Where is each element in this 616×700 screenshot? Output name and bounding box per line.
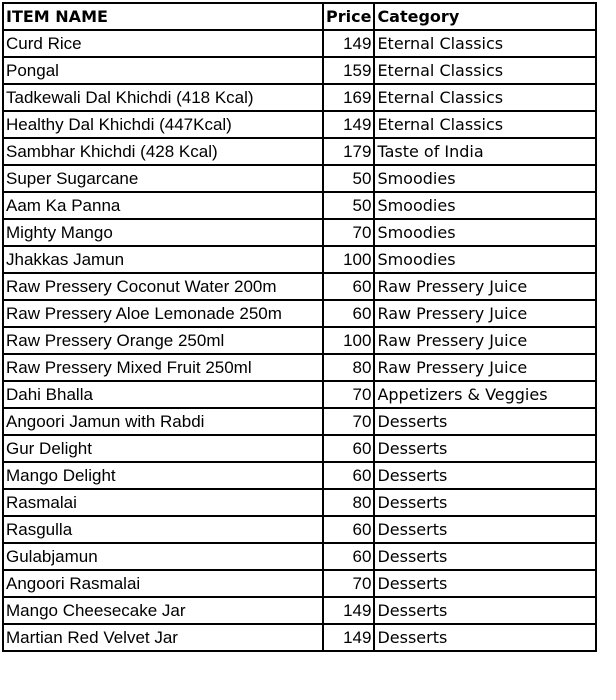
category-cell[interactable]: Smoodies (374, 219, 596, 246)
item-name-cell[interactable]: Tadkewali Dal Khichdi (418 Kcal) (3, 84, 323, 111)
category-cell[interactable]: Desserts (374, 408, 596, 435)
category-cell[interactable]: Appetizers & Veggies (374, 381, 596, 408)
item-name-cell[interactable]: Sambhar Khichdi (428 Kcal) (3, 138, 323, 165)
menu-table (2, 2, 597, 652)
table-row (3, 570, 596, 597)
table-row (3, 489, 596, 516)
item-name-cell[interactable]: Raw Pressery Aloe Lemonade 250m (3, 300, 323, 327)
price-cell[interactable]: 179 (323, 138, 374, 165)
item-name-cell[interactable]: Pongal (3, 57, 323, 84)
item-name-cell[interactable]: Angoori Rasmalai (3, 570, 323, 597)
category-cell[interactable]: Desserts (374, 624, 596, 651)
category-cell[interactable]: Smoodies (374, 165, 596, 192)
category-cell[interactable]: Desserts (374, 516, 596, 543)
item-name-cell[interactable]: Jhakkas Jamun (3, 246, 323, 273)
category-cell[interactable]: Desserts (374, 543, 596, 570)
table-row (3, 300, 596, 327)
price-cell[interactable]: 60 (323, 543, 374, 570)
price-cell[interactable]: 60 (323, 462, 374, 489)
item-name-cell[interactable]: Super Sugarcane (3, 165, 323, 192)
category-cell[interactable]: Desserts (374, 570, 596, 597)
table-row (3, 597, 596, 624)
item-name-cell[interactable]: Martian Red Velvet Jar (3, 624, 323, 651)
table-row (3, 354, 596, 381)
price-cell[interactable]: 149 (323, 597, 374, 624)
item-name-cell[interactable]: Aam Ka Panna (3, 192, 323, 219)
price-cell[interactable]: 100 (323, 246, 374, 273)
item-name-cell[interactable]: Dahi Bhalla (3, 381, 323, 408)
category-cell[interactable]: Smoodies (374, 192, 596, 219)
price-cell[interactable]: 149 (323, 624, 374, 651)
table-row (3, 273, 596, 300)
header-row (3, 3, 596, 30)
category-cell[interactable]: Eternal Classics (374, 57, 596, 84)
table-row (3, 246, 596, 273)
category-cell[interactable]: Taste of India (374, 138, 596, 165)
price-cell[interactable]: 100 (323, 327, 374, 354)
item-name-cell[interactable]: Rasmalai (3, 489, 323, 516)
item-name-cell[interactable]: Healthy Dal Khichdi (447Kcal) (3, 111, 323, 138)
price-cell[interactable]: 50 (323, 192, 374, 219)
price-cell[interactable]: 60 (323, 273, 374, 300)
table-row (3, 111, 596, 138)
item-name-cell[interactable]: Raw Pressery Mixed Fruit 250ml (3, 354, 323, 381)
table-row (3, 543, 596, 570)
category-cell[interactable]: Desserts (374, 435, 596, 462)
price-cell[interactable]: 149 (323, 30, 374, 57)
item-name-cell[interactable]: Gulabjamun (3, 543, 323, 570)
category-cell[interactable]: Smoodies (374, 246, 596, 273)
table-row (3, 408, 596, 435)
item-name-cell[interactable]: Raw Pressery Orange 250ml (3, 327, 323, 354)
category-cell[interactable]: Eternal Classics (374, 84, 596, 111)
table-row (3, 381, 596, 408)
item-name-cell[interactable]: Mighty Mango (3, 219, 323, 246)
price-cell[interactable]: 70 (323, 219, 374, 246)
item-name-cell[interactable]: Mango Cheesecake Jar (3, 597, 323, 624)
menu-table-body (3, 30, 596, 651)
category-cell[interactable]: Eternal Classics (374, 30, 596, 57)
category-cell[interactable]: Raw Pressery Juice (374, 354, 596, 381)
price-cell[interactable]: 60 (323, 516, 374, 543)
table-row (3, 192, 596, 219)
table-row (3, 462, 596, 489)
header-category[interactable]: Category (374, 3, 596, 30)
item-name-cell[interactable]: Gur Delight (3, 435, 323, 462)
table-row (3, 165, 596, 192)
item-name-cell[interactable]: Rasgulla (3, 516, 323, 543)
price-cell[interactable]: 50 (323, 165, 374, 192)
table-row (3, 30, 596, 57)
price-cell[interactable]: 149 (323, 111, 374, 138)
category-cell[interactable]: Desserts (374, 489, 596, 516)
table-row (3, 435, 596, 462)
price-cell[interactable]: 60 (323, 300, 374, 327)
category-cell[interactable]: Desserts (374, 597, 596, 624)
table-row (3, 624, 596, 651)
category-cell[interactable]: Raw Pressery Juice (374, 273, 596, 300)
price-cell[interactable]: 80 (323, 489, 374, 516)
item-name-cell[interactable]: Mango Delight (3, 462, 323, 489)
header-price[interactable]: Price (323, 3, 374, 30)
item-name-cell[interactable]: Curd Rice (3, 30, 323, 57)
price-cell[interactable]: 70 (323, 408, 374, 435)
price-cell[interactable]: 60 (323, 435, 374, 462)
price-cell[interactable]: 80 (323, 354, 374, 381)
table-row (3, 57, 596, 84)
category-cell[interactable]: Raw Pressery Juice (374, 300, 596, 327)
table-row (3, 219, 596, 246)
table-row (3, 516, 596, 543)
table-row (3, 84, 596, 111)
table-row (3, 327, 596, 354)
price-cell[interactable]: 169 (323, 84, 374, 111)
price-cell[interactable]: 159 (323, 57, 374, 84)
price-cell[interactable]: 70 (323, 381, 374, 408)
menu-spreadsheet (2, 2, 597, 652)
price-cell[interactable]: 70 (323, 570, 374, 597)
category-cell[interactable]: Eternal Classics (374, 111, 596, 138)
table-row (3, 138, 596, 165)
header-item-name[interactable]: ITEM NAME (3, 3, 323, 30)
item-name-cell[interactable]: Angoori Jamun with Rabdi (3, 408, 323, 435)
category-cell[interactable]: Raw Pressery Juice (374, 327, 596, 354)
category-cell[interactable]: Desserts (374, 462, 596, 489)
item-name-cell[interactable]: Raw Pressery Coconut Water 200m (3, 273, 323, 300)
